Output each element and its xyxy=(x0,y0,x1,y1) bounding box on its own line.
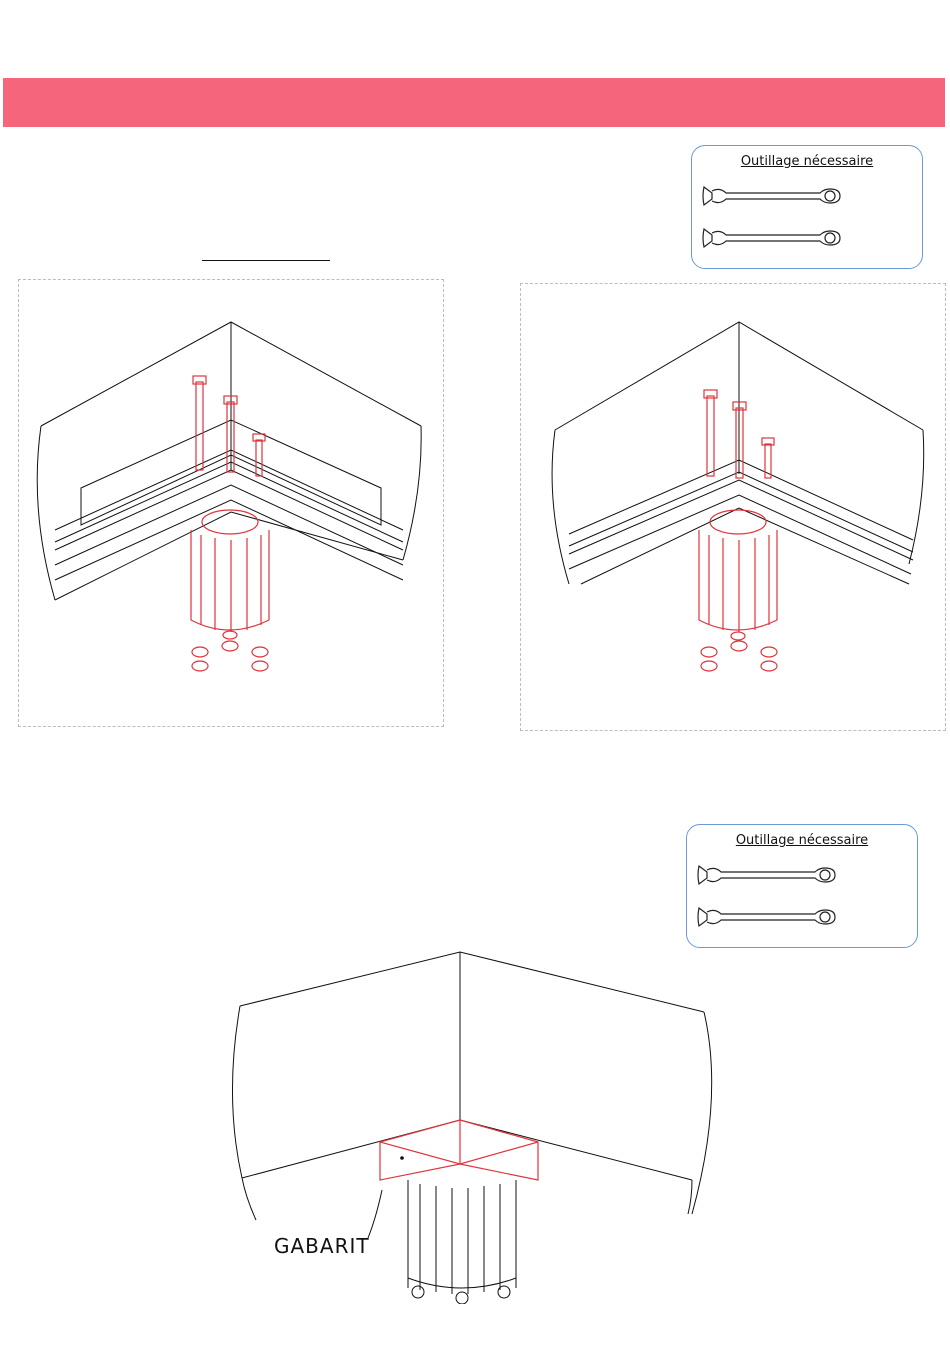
gabarit-label: GABARIT xyxy=(274,1234,370,1258)
tools-required-box-bottom xyxy=(686,824,918,948)
tools-required-box-top xyxy=(691,145,923,269)
tools-required-title: Outillage nécessaire xyxy=(740,154,874,169)
combination-wrench-icon xyxy=(702,225,842,251)
corner-assembly-drawing xyxy=(521,284,945,730)
heading-underline-rule xyxy=(202,260,330,261)
combination-wrench-icon xyxy=(697,862,837,888)
section-header-banner xyxy=(3,78,945,127)
combination-wrench-icon xyxy=(697,904,837,930)
gabarit-assembly-drawing xyxy=(222,948,722,1304)
assembly-figure-right xyxy=(520,283,946,731)
tools-required-title: Outillage nécessaire xyxy=(735,833,869,848)
assembly-figure-left xyxy=(18,279,444,727)
combination-wrench-icon xyxy=(702,183,842,209)
corner-assembly-drawing xyxy=(19,280,443,726)
